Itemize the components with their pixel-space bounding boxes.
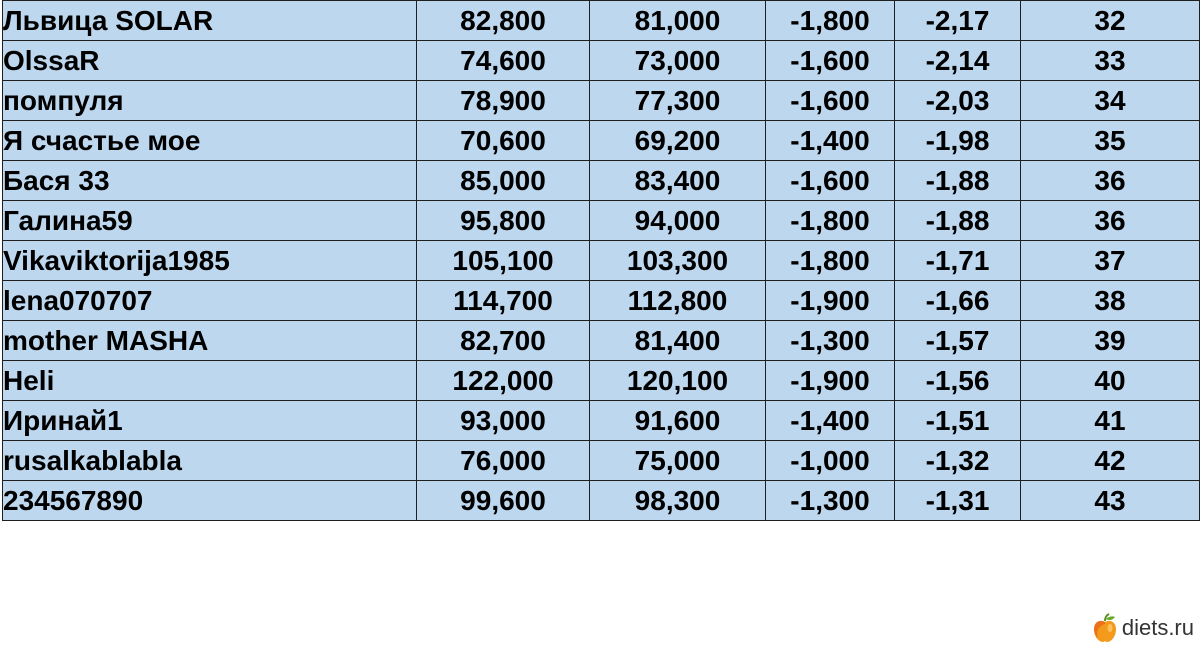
rank-cell: 40 [1021,361,1200,401]
start-weight-cell: 105,100 [417,241,590,281]
table-row [3,41,1200,81]
table-row [3,201,1200,241]
start-weight-cell: 76,000 [417,441,590,481]
percent-change-cell: -1,32 [895,441,1021,481]
percent-change-cell: -1,88 [895,201,1021,241]
rank-cell: 33 [1021,41,1200,81]
rank-cell: 39 [1021,321,1200,361]
percent-change-cell: -1,98 [895,121,1021,161]
weight-change-cell: -1,400 [766,121,895,161]
weight-change-cell: -1,800 [766,241,895,281]
start-weight-cell: 85,000 [417,161,590,201]
participant-name-cell: Я счастье мое [3,121,417,161]
table-row [3,441,1200,481]
current-weight-cell: 112,800 [590,281,766,321]
percent-change-cell: -1,31 [895,481,1021,521]
weight-loss-table [2,0,1200,521]
participant-name-cell: mother MASHA [3,321,417,361]
participant-name-cell: 234567890 [3,481,417,521]
apple-icon [1092,613,1118,643]
percent-change-cell: -2,17 [895,1,1021,41]
weight-change-cell: -1,600 [766,161,895,201]
participant-name-cell: Бася 33 [3,161,417,201]
current-weight-cell: 94,000 [590,201,766,241]
percent-change-cell: -1,66 [895,281,1021,321]
participant-name-cell: Vikaviktorija1985 [3,241,417,281]
current-weight-cell: 103,300 [590,241,766,281]
current-weight-cell: 73,000 [590,41,766,81]
start-weight-cell: 70,600 [417,121,590,161]
start-weight-cell: 82,700 [417,321,590,361]
rank-cell: 37 [1021,241,1200,281]
rank-cell: 42 [1021,441,1200,481]
participant-name-cell: OlssaR [3,41,417,81]
percent-change-cell: -2,03 [895,81,1021,121]
weight-change-cell: -1,900 [766,281,895,321]
table-row [3,281,1200,321]
weight-change-cell: -1,300 [766,481,895,521]
rank-cell: 35 [1021,121,1200,161]
participant-name-cell: rusalkablabla [3,441,417,481]
current-weight-cell: 81,000 [590,1,766,41]
table-row [3,401,1200,441]
watermark-text: diets.ru [1121,615,1194,640]
percent-change-cell: -1,71 [895,241,1021,281]
current-weight-cell: 98,300 [590,481,766,521]
rank-cell: 32 [1021,1,1200,41]
table-row [3,161,1200,201]
percent-change-cell: -1,56 [895,361,1021,401]
table-row [3,481,1200,521]
current-weight-cell: 83,400 [590,161,766,201]
table-row [3,1,1200,41]
weight-change-cell: -1,000 [766,441,895,481]
diets-ru-watermark [1092,611,1194,645]
start-weight-cell: 95,800 [417,201,590,241]
current-weight-cell: 75,000 [590,441,766,481]
weight-change-cell: -1,800 [766,201,895,241]
percent-change-cell: -1,57 [895,321,1021,361]
table-row [3,321,1200,361]
table-row [3,361,1200,401]
current-weight-cell: 81,400 [590,321,766,361]
participant-name-cell: lena070707 [3,281,417,321]
current-weight-cell: 77,300 [590,81,766,121]
rank-cell: 41 [1021,401,1200,441]
percent-change-cell: -2,14 [895,41,1021,81]
participant-name-cell: Иринай1 [3,401,417,441]
rank-cell: 36 [1021,161,1200,201]
start-weight-cell: 114,700 [417,281,590,321]
rank-cell: 36 [1021,201,1200,241]
weight-change-cell: -1,600 [766,41,895,81]
percent-change-cell: -1,51 [895,401,1021,441]
weight-change-cell: -1,800 [766,1,895,41]
start-weight-cell: 82,800 [417,1,590,41]
table-row [3,121,1200,161]
participant-name-cell: Львица SOLAR [3,1,417,41]
table-body [3,1,1200,521]
table-row [3,241,1200,281]
table-row [3,81,1200,121]
start-weight-cell: 122,000 [417,361,590,401]
percent-change-cell: -1,88 [895,161,1021,201]
participant-name-cell: Heli [3,361,417,401]
current-weight-cell: 69,200 [590,121,766,161]
start-weight-cell: 93,000 [417,401,590,441]
weight-change-cell: -1,900 [766,361,895,401]
start-weight-cell: 99,600 [417,481,590,521]
rank-cell: 43 [1021,481,1200,521]
current-weight-cell: 91,600 [590,401,766,441]
start-weight-cell: 74,600 [417,41,590,81]
current-weight-cell: 120,100 [590,361,766,401]
weight-change-cell: -1,400 [766,401,895,441]
rank-cell: 38 [1021,281,1200,321]
weight-change-cell: -1,600 [766,81,895,121]
rank-cell: 34 [1021,81,1200,121]
participant-name-cell: Галина59 [3,201,417,241]
start-weight-cell: 78,900 [417,81,590,121]
weight-change-cell: -1,300 [766,321,895,361]
participant-name-cell: помпуля [3,81,417,121]
